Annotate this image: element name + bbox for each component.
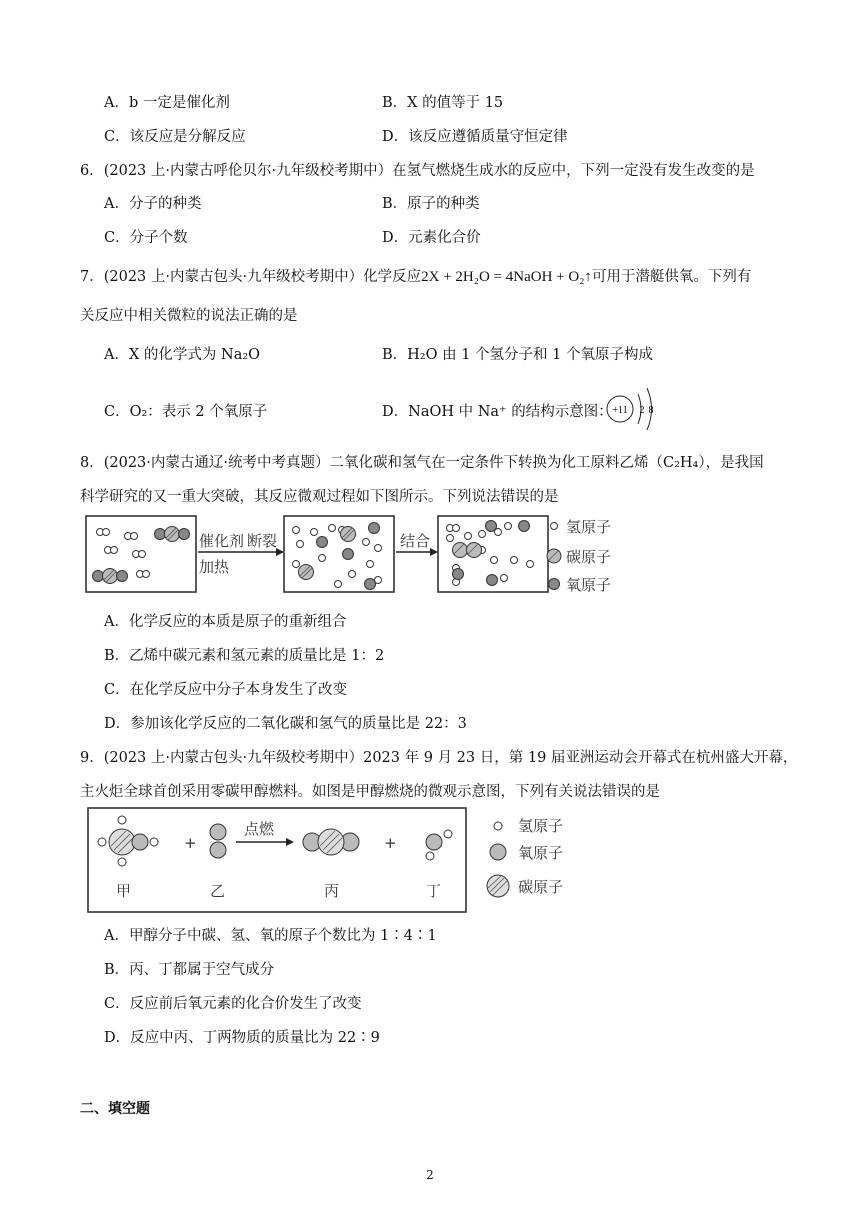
q7-option-c: C．O₂：表示 2 个氧原子: [104, 404, 268, 420]
q8-option-d: D．参加该化学反应的二氧化碳和氢气的质量比是 22：3: [104, 716, 467, 732]
na-ion-structure-diagram: [604, 384, 664, 434]
arrow1-catalyst-label: 催化剂: [199, 532, 245, 550]
legend9-hydrogen: 氢原子: [518, 817, 564, 835]
reaction-box: [88, 808, 466, 912]
legend9-carbon: 碳原子: [518, 878, 564, 896]
q9-stem-line2: 主火炬全球首创采用零碳甲醇燃料。如图是甲醇燃烧的微观示意图，下列有关说法错误的是: [80, 784, 660, 800]
q5-option-a: A．b 一定是催化剂: [104, 95, 230, 111]
q6-option-b: B．原子的种类: [382, 196, 480, 212]
q6-stem: 6．(2023 上·内蒙古呼伦贝尔·九年级校考期中）在氢气燃烧生成水的反应中，下列一定没有发生改变的是: [80, 163, 755, 179]
arrow1-break-label: 断裂: [247, 532, 278, 550]
q8-reaction-figure: [84, 512, 654, 596]
q7-stem-prefix: 7．(2023 上·内蒙古包头·九年级校考期中）化学反应: [80, 269, 422, 285]
name-bing: 丙: [324, 882, 340, 900]
legend-carbon: 碳原子: [566, 548, 612, 566]
q5-option-b: B．X 的值等于 15: [382, 95, 504, 111]
q8-option-c: C．在化学反应中分子本身发生了改变: [104, 682, 348, 698]
arrow2-combine-label: 结合: [400, 532, 431, 550]
q9-reaction-figure: [86, 806, 586, 916]
q6-option-d: D．元素化合价: [382, 230, 481, 246]
q9-option-a: A．甲醇分子中碳、氢、氧的原子个数比为 1∶4∶1: [104, 928, 437, 944]
ignite-label: 点燃: [244, 820, 275, 838]
name-jia: 甲: [116, 882, 132, 900]
q9-option-b: B．丙、丁都属于空气成分: [104, 962, 275, 978]
plus-2: +: [384, 834, 397, 852]
q8-stem-line2: 科学研究的又一重大突破，其反应微观过程如下图所示。下列说法错误的是: [80, 489, 559, 505]
shell2-electrons: 8: [648, 405, 654, 416]
q6-option-c: C．分子个数: [104, 230, 188, 246]
q7-stem-suffix: 可用于潜艇供氧。下列有: [591, 269, 752, 285]
name-yi: 乙: [210, 882, 226, 900]
q9-stem-line1: 9．(2023 上·内蒙古包头·九年级校考期中）2023 年 9 月 23 日，第 19 届亚洲运动会开幕式在杭州盛大开幕，: [80, 750, 798, 766]
q5-option-c: C．该反应是分解反应: [104, 129, 246, 145]
section-title: 二、填空题: [80, 1101, 150, 1117]
q7-equation: 2X + 2H₂O = 4NaOH + O₂↑: [421, 269, 592, 285]
q8-stem-line1: 8．(2023·内蒙古通辽·统考中考真题）二氧化碳和氢气在一定条件下转换为化工原料乙烯（C₂H₄），是我国: [80, 455, 764, 471]
q8-option-b: B．乙烯中碳元素和氢元素的质量比是 1：2: [104, 648, 385, 664]
name-ding: 丁: [426, 882, 442, 900]
nucleus-charge: +11: [612, 405, 628, 416]
q6-option-a: A．分子的种类: [104, 196, 202, 212]
q9-option-c: C．反应前后氧元素的化合价发生了改变: [104, 996, 362, 1012]
shell1-electrons: 2: [639, 405, 645, 416]
q9-option-d: D．反应中丙、丁两物质的质量比为 22∶9: [104, 1030, 380, 1046]
legend-hydrogen: 氢原子: [566, 518, 612, 536]
q7-stem-line1: [80, 265, 751, 286]
arrow1-heat-label: 加热: [199, 558, 230, 576]
q5-option-d: D．该反应遵循质量守恒定律: [382, 129, 568, 145]
page-number: 2: [426, 1168, 434, 1182]
q7-option-d: D．NaOH 中 Na⁺ 的结构示意图：: [382, 404, 613, 420]
q7-option-a: A．X 的化学式为 Na₂O: [104, 347, 261, 363]
legend-oxygen: 氧原子: [566, 576, 612, 594]
q8-option-a: A．化学反应的本质是原子的重新组合: [104, 614, 347, 630]
q7-stem-line2: 关反应中相关微粒的说法正确的是: [80, 308, 298, 324]
legend9-oxygen: 氧原子: [518, 844, 564, 862]
q7-option-b: B．H₂O 由 1 个氢分子和 1 个氧原子构成: [382, 347, 653, 363]
plus-1: +: [184, 834, 197, 852]
